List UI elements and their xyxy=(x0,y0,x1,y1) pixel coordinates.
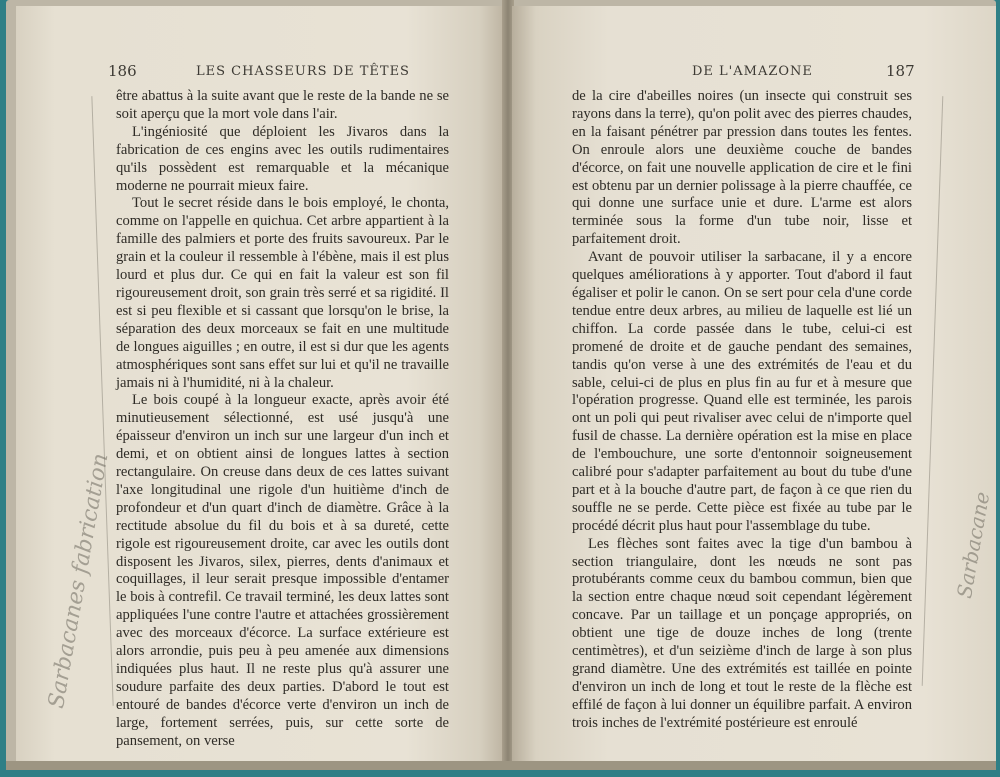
page-number-left: 186 xyxy=(108,62,137,80)
paragraph: de la cire d'abeilles noires (un insecte qui construit ses rayons dans la terre), qu'on polit avec des pierres chaudes, en la faisant pénétrer par pression dans toutes les fentes. On enroule alors une deuxième couche de bandes d'écorce, on fait une nouvelle application de cire et le fini est obtenu par un dernier polissage à la pierre chauffée, ce qui donne une surface unie et dure. L'arme est alors terminée sous la forme d'un tube noir, lisse et parfaitement droit. xyxy=(572,88,912,248)
pencil-margin-note: Sarbacane xyxy=(952,489,995,601)
paragraph: Tout le secret réside dans le bois employé, le chonta, comme on l'appelle en quichua. Cet arbre appartient à la famille des palmiers et porte des fruits savoureux. Par le grain et la couleur il ressemble à l'ébène, mais il est plus lourd et plus dur. Ce qui en fait la valeur est son fil rigoureusement droit, son grain très serré et sa rigidité. Il est si peu flexible et si cassant que lorsqu'on le brise, la séparation des deux morceaux se fait en une multitude de longues aiguilles ; en outre, il est si dur que les agents atmosphériques sont sans effet sur lui et qu'il ne travaille jamais ni à l'humidité, ni à la chaleur. xyxy=(116,195,449,391)
left-page-text xyxy=(116,88,449,751)
paragraph: Avant de pouvoir utiliser la sarbacane, il y a encore quelques améliorations à y apporter. Tout d'abord il faut égaliser et polir le canon. On se sert pour cela d'une corde tendue entre deux arbres, au milieu de laquelle est lié un chiffon. La corde passée dans le tube, celui-ci est promené de droite et de gauche pendant des semaines, tandis qu'on verse à une des extrémités de l'eau et du sable, celui-ci de plus en plus fin au fur et à mesure que l'opération progresse. Quand elle est terminée, les parois ont un poli qui peut rivaliser avec celui de n'importe quel fusil de chasse. La dernière opération est la mise en place de l'embouchure, une sorte d'entonnoir soigneusement calibré pour s'adapter parfaitement au bout du tube d'une part et à la bouche d'autre part, de façon à ce que rien du souffle ne se perde. Cette pièce est fixée au tube par le procédé décrit plus haut pour l'assemblage du tube. xyxy=(572,249,912,534)
running-head-right: DE L'AMAZONE xyxy=(692,64,813,79)
paragraph: être abattus à la suite avant que le reste de la bande ne se soit aperçu que la mort vole dans l'air. xyxy=(116,88,449,122)
paragraph: Les flèches sont faites avec la tige d'un bambou à section triangulaire, dont les nœuds ne sont pas protubérants comme ceux du bambou commun, bien que la section entre chaque nœud soit cependant légèrement concave. Par un taillage et un ponçage appropriés, on obtient une tige de douze inches de long (trente centimètres), et d'un seizième d'inch de large à son plus grand diamètre. Une des extrémités est taillée en pointe d'environ un inch de long et tout le reste de la flèche est effilé de façon à lui donner un équilibre parfait. A environ trois inches de l'extrémité postérieure est enroulé xyxy=(572,535,912,731)
pencil-margin-note: Sarbacanes fabrication xyxy=(44,451,114,711)
running-head-left: LES CHASSEURS DE TÊTES xyxy=(196,64,410,79)
paragraph: L'ingéniosité que déploient les Jivaros dans la fabrication de ces engins avec les outils rudimentaires qu'ils possèdent est remarquable et la mécanique moderne ne pourrait mieux faire. xyxy=(116,123,449,194)
pencil-margin-line xyxy=(91,96,113,706)
open-book xyxy=(6,0,996,770)
page-edges xyxy=(6,761,996,770)
left-page xyxy=(16,6,504,761)
paragraph: Le bois coupé à la longueur exacte, après avoir été minutieusement sélectionné, est usé jusqu'à une épaisseur d'environ un inch sur une largeur d'un inch et demi, et on obtient ainsi de longues lattes à section rectangulaire. On creuse dans deux de ces lattes suivant l'axe longitudinal une rigole d'un huitième d'inch de profondeur et d'un quart d'inch de diamètre. Grâce à la rectitude absolue du fil du bois et à sa dureté, cette rigole est rigoureusement droite, car avec les outils dont disposent les Jivaros, silex, pierres, dents d'animaux et coquillages, il leur serait presque impossible d'entamer le bois à contrefil. Ce travail terminé, les deux lattes sont appliquées l'une contre l'autre et attachées grossièrement avec des morceaux d'écorce. La surface extérieure est alors arrondie, puis peu à peu amenée aux dimensions indiquées plus haut. Il ne reste plus qu'à assurer une soudure parfaite des deux parties. D'abord le tout est entouré de bandes d'écorce verte d'environ un inch de large, fortement serrées, puis, sur cette sorte de pansement, on verse xyxy=(116,392,449,749)
page-number-right: 187 xyxy=(886,62,915,80)
right-page xyxy=(512,6,996,761)
pencil-margin-line xyxy=(922,96,944,686)
right-page-text xyxy=(572,88,912,733)
